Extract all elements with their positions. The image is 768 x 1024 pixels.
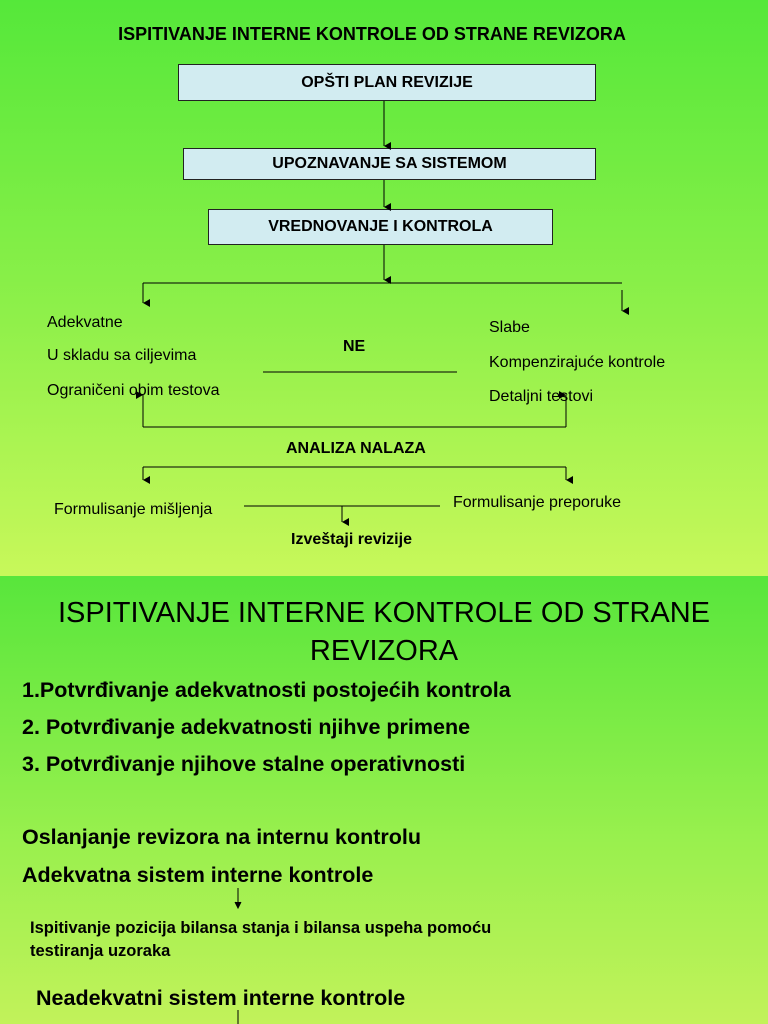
right-item-compensating: Kompenzirajuće kontrole — [489, 354, 666, 371]
right-item-weak: Slabe — [489, 319, 530, 336]
opinion-label: Formulisanje mišljenja — [54, 501, 213, 518]
right-item-detailed-tests: Detaljni testovi — [489, 388, 594, 405]
testing-text-line1: Ispitivanje pozicija bilansa stanja i bilansa uspeha pomoću — [30, 919, 492, 937]
left-item-limited-tests: Ograničeni obim testova — [47, 382, 220, 399]
inadequate-system-heading: Neadekvatni sistem interne kontrole — [36, 986, 406, 1010]
left-item-aligned-goals: U skladu sa ciljevima — [47, 347, 197, 364]
list-item-2: 2. Potvrđivanje adekvatnosti njihve primene — [22, 715, 471, 739]
box-system-familiarization: UPOZNAVANJE SA SISTEMOM — [183, 148, 596, 180]
slide2-title-line2: REVIZORA — [309, 635, 459, 667]
list-item-3: 3. Potvrđivanje njihove stalne operativnosti — [22, 752, 466, 776]
box-general-audit-plan: OPŠTI PLAN REVIZIJE — [178, 64, 596, 101]
reliance-heading: Oslanjanje revizora na internu kontrolu — [22, 825, 422, 849]
slide-internal-control-testing — [0, 576, 768, 1024]
testing-text-line2: testiranja uzoraka — [30, 942, 171, 960]
recommendation-label: Formulisanje preporuke — [453, 494, 622, 511]
box-evaluation-control: VREDNOVANJE I KONTROLA — [208, 209, 553, 245]
adequate-system-heading: Adekvatna sistem interne kontrole — [22, 863, 374, 887]
reports-label: Izveštaji revizije — [291, 531, 412, 548]
middle-ne-label: NE — [343, 338, 366, 355]
list-item-1: 1.Potvrđivanje adekvatnosti postojećih kontrola — [22, 678, 511, 702]
analysis-label: ANALIZA NALAZA — [286, 440, 426, 457]
slide2-title-line1: ISPITIVANJE INTERNE KONTROLE OD STRANE — [57, 597, 711, 629]
flowchart-title: ISPITIVANJE INTERNE KONTROLE OD STRANE REVIZORA — [118, 24, 626, 44]
arrow-adequate-head — [235, 902, 241, 908]
left-item-adequate: Adekvatne — [47, 314, 123, 331]
